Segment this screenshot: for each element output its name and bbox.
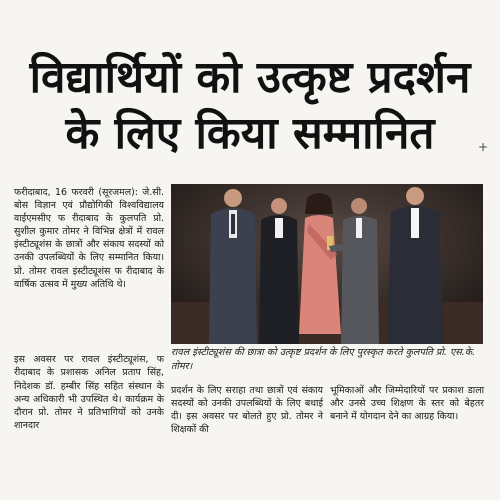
article-column-right: भूमिकाओं और जिम्मेदारियों पर प्रकाश डाला और उनसे उच्च शिक्षण के स्तर को बेहतर बनाने में योगदान देने का आग्रह किया। xyxy=(330,385,484,423)
article-paragraph-2: इस अवसर पर रावल इंस्टीट्यूशंस, फ रीदाबाद के प्रशासक अनिल प्रताप सिंह, निदेशक डॉ. हम्बीर सिंह सहित संस्थान के अन्य अधिकारी भी उपस्थित थे। कार्यक्रम के दौरान प्रो. तोमर ने प्रतिभागियों को उनके शानदार xyxy=(14,354,164,431)
person-5 xyxy=(387,187,443,344)
person-2 xyxy=(259,198,299,344)
award-ceremony-photo xyxy=(171,184,483,344)
article-paragraph-1: फरीदाबाद, 16 फरवरी (सूरजमल): जे.सी. बोस विज्ञान एवं प्रौद्योगिकी विश्वविद्यालय वाईएमसीए फ रीदाबाद के कुलपति प्रो. सुशील कुमार तोमर ने विभिन्न क्षेत्रों में रावल इंस्टीट्यूशंस के छात्रों और संकाय सदस्यों को उनकी उपलब्धियों के लिए सम्मानित किया। प्रो. तोमर रावल इंस्टीट्यूशंस फ रीदाबाद के वार्षिक उत्सव में मुख्य अतिथि थे। xyxy=(14,187,164,290)
headline-line-2: के लिए किया सम्मानित xyxy=(65,108,435,159)
margin-plus-mark: + xyxy=(477,140,488,154)
headline-line-1: विद्यार्थियों को उत्कृष्ट प्रदर्शन xyxy=(29,52,471,103)
event-photo xyxy=(171,184,483,344)
article-column-middle: प्रदर्शन के लिए सराहा तथा छात्रों एवं संकाय सदस्यों को उनकी उपलब्धियों के लिए बधाई दी। इस अवसर पर बोलते हुए प्रो. तोमर ने शिक्षकों की xyxy=(171,385,323,436)
article-column-left-lower xyxy=(14,344,164,441)
person-1 xyxy=(209,189,257,344)
article-column-left xyxy=(14,186,164,291)
photo-caption: रावल इंस्टीट्यूशंस की छात्रा को उत्कृष्ट प्रदर्शन के लिए पुरस्कृत करते कुलपति प्रो. एस.के. तोमर। xyxy=(171,347,476,372)
